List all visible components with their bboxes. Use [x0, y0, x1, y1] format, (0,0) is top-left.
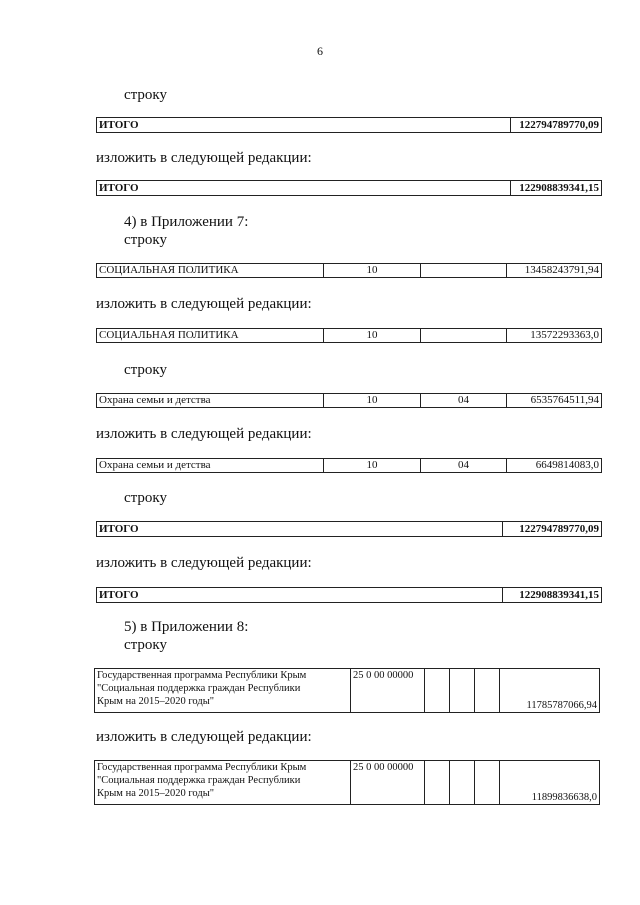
text-izlozhit: изложить в следующей редакции:: [96, 296, 312, 312]
program-code: 25 0 00 00000: [351, 761, 425, 805]
social-subsection: [421, 264, 507, 278]
text-izlozhit: изложить в следующей редакции:: [96, 555, 312, 571]
family-label: Охрана семьи и детства: [97, 459, 324, 473]
program-name: [95, 761, 351, 805]
itogo-table-old: [96, 117, 602, 133]
text-stroku: строку: [124, 362, 167, 378]
social-value-old: 13458243791,94: [507, 264, 602, 278]
program-table-old: [94, 668, 600, 713]
itogo-label: ИТОГО: [97, 118, 511, 133]
social-label: СОЦИАЛЬНАЯ ПОЛИТИКА: [97, 264, 324, 278]
program-table-new: [94, 760, 600, 805]
empty-cell: [425, 669, 450, 713]
itogo-label: ИТОГО: [97, 588, 503, 603]
empty-cell: [475, 761, 500, 805]
family-table-new: [96, 458, 602, 473]
family-label: Охрана семьи и детства: [97, 394, 324, 408]
empty-cell: [450, 761, 475, 805]
itogo-table-new-2: [96, 587, 602, 603]
itogo-value-new: 122908839341,15: [511, 181, 602, 196]
item-4-heading: 4) в Приложении 7:: [124, 214, 249, 230]
text-stroku: строку: [124, 87, 167, 103]
itogo-table-old-2: [96, 521, 602, 537]
page-number: 6: [317, 44, 323, 58]
itogo-value-new: 122908839341,15: [503, 588, 602, 603]
family-value-old: 6535764511,94: [507, 394, 602, 408]
program-name-line2: "Социальная поддержка граждан Республики: [97, 683, 301, 694]
itogo-label: ИТОГО: [97, 181, 511, 196]
social-subsection: [421, 329, 507, 343]
program-name-line1: Государственная программа Республики Крым: [97, 762, 307, 773]
social-value-new: 13572293363,0: [507, 329, 602, 343]
family-value-new: 6649814083,0: [507, 459, 602, 473]
program-value-new: 11899836638,0: [500, 761, 600, 805]
itogo-value-old: 122794789770,09: [503, 522, 602, 537]
empty-cell: [425, 761, 450, 805]
family-section: 10: [324, 459, 421, 473]
program-name-line1: Государственная программа Республики Крым: [97, 670, 307, 681]
social-table-new: [96, 328, 602, 343]
program-code: 25 0 00 00000: [351, 669, 425, 713]
itogo-label: ИТОГО: [97, 522, 503, 537]
family-section: 10: [324, 394, 421, 408]
text-izlozhit: изложить в следующей редакции:: [96, 729, 312, 745]
social-label: СОЦИАЛЬНАЯ ПОЛИТИКА: [97, 329, 324, 343]
social-section: 10: [324, 264, 421, 278]
empty-cell: [450, 669, 475, 713]
text-stroku: строку: [124, 232, 167, 248]
family-table-old: [96, 393, 602, 408]
itogo-table-new: [96, 180, 602, 196]
program-name-line3: Крым на 2015–2020 годы": [97, 696, 215, 707]
family-subsection: 04: [421, 394, 507, 408]
text-stroku: строку: [124, 490, 167, 506]
family-subsection: 04: [421, 459, 507, 473]
item-5-heading: 5) в Приложении 8:: [124, 619, 249, 635]
social-table-old: [96, 263, 602, 278]
text-izlozhit: изложить в следующей редакции:: [96, 150, 312, 166]
itogo-value-old: 122794789770,09: [511, 118, 602, 133]
program-name: [95, 669, 351, 713]
program-name-line3: Крым на 2015–2020 годы": [97, 788, 215, 799]
text-stroku: строку: [124, 637, 167, 653]
empty-cell: [475, 669, 500, 713]
text-izlozhit: изложить в следующей редакции:: [96, 426, 312, 442]
program-name-line2: "Социальная поддержка граждан Республики: [97, 775, 301, 786]
program-value-old: 11785787066,94: [500, 669, 600, 713]
social-section: 10: [324, 329, 421, 343]
